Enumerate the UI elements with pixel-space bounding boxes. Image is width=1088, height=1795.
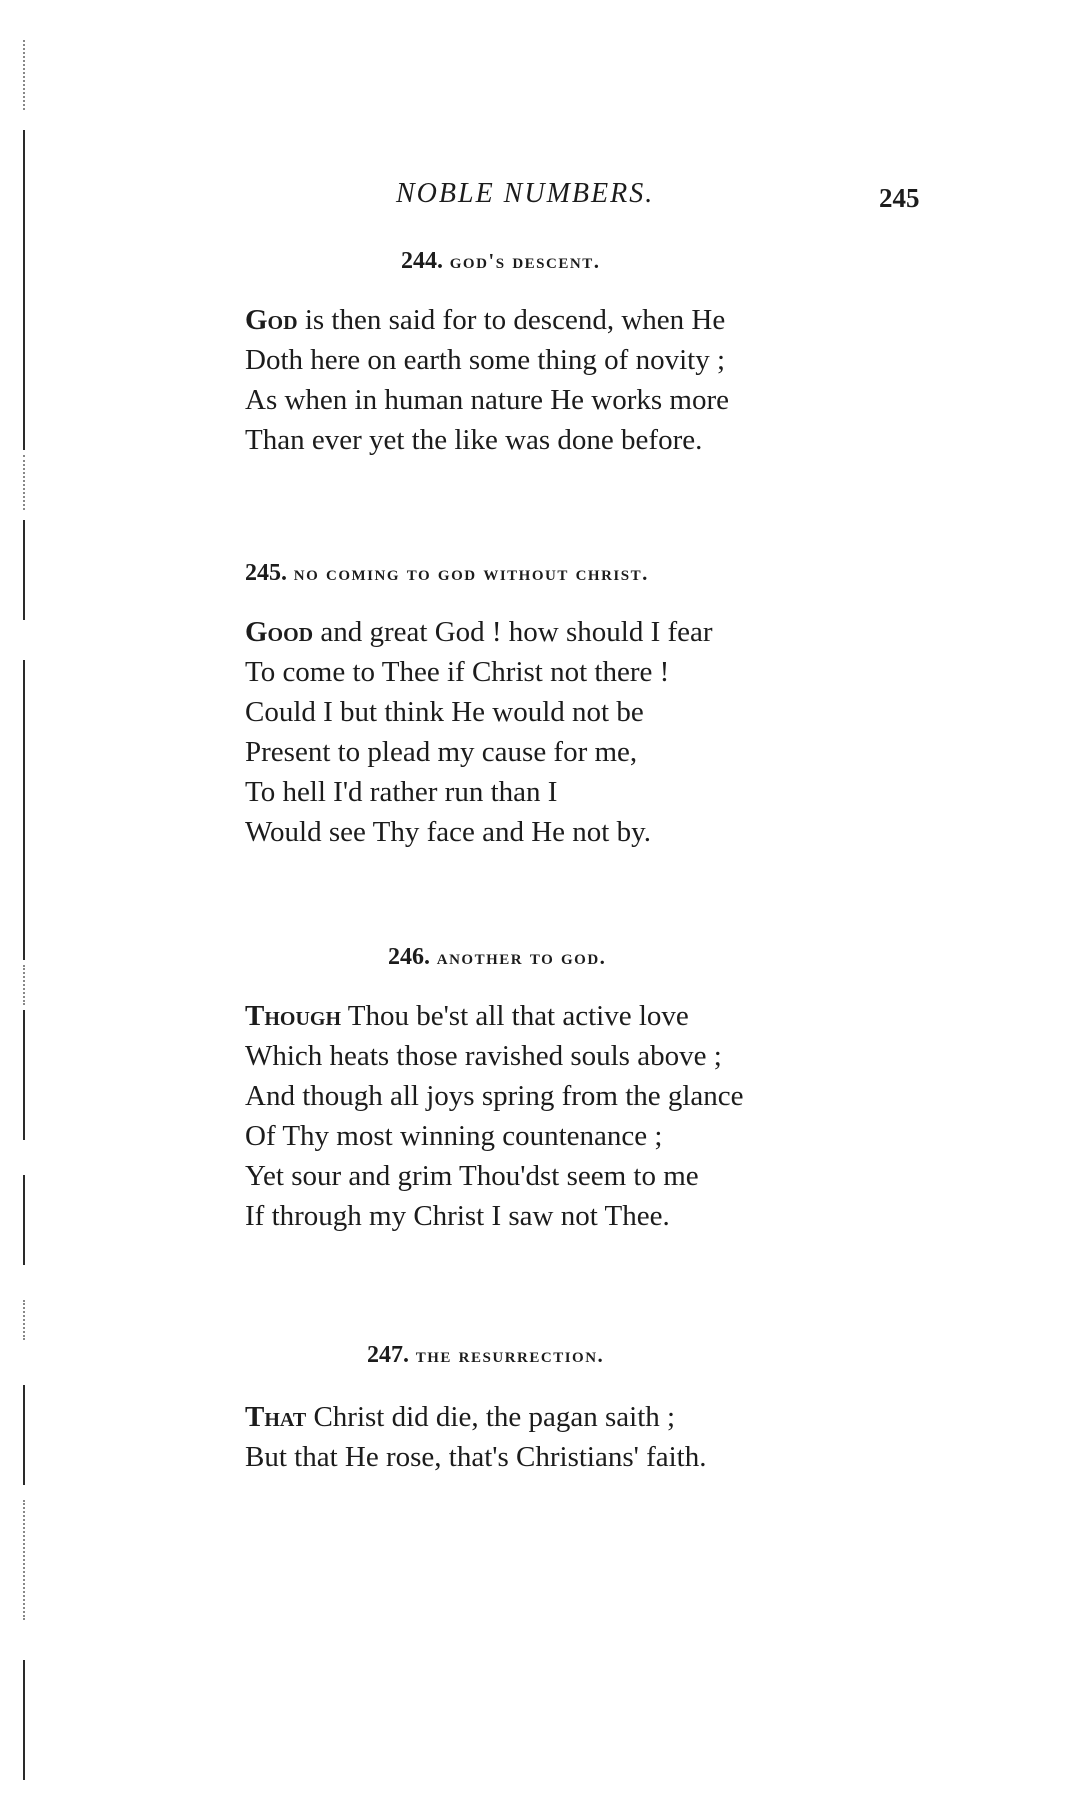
poem-line-rest: is then said for to descend, when He bbox=[297, 304, 726, 336]
poem-stanza bbox=[245, 300, 729, 460]
poem-line: And though all joys spring from the glance bbox=[245, 1080, 744, 1112]
poem-line: Doth here on earth some thing of novity ; bbox=[245, 344, 726, 376]
poem-line: As when in human nature He works more bbox=[245, 384, 730, 416]
poem-line-rest: and great God ! how should I fear bbox=[313, 616, 713, 648]
gutter-edge-mark bbox=[23, 1660, 25, 1780]
poem-line: Would see Thy face and He not by. bbox=[245, 816, 651, 848]
gutter-edge-mark bbox=[23, 1175, 25, 1265]
poem-line: If through my Christ I saw not Thee. bbox=[245, 1200, 670, 1232]
gutter-edge-mark bbox=[23, 455, 25, 510]
poem-line bbox=[245, 612, 713, 652]
poem-line: To come to Thee if Christ not there ! bbox=[245, 656, 670, 688]
poem-line: To hell I'd rather run than I bbox=[245, 776, 558, 808]
poem-line: Could I but think He would not be bbox=[245, 696, 644, 728]
poem-first-word: Though bbox=[245, 1000, 342, 1032]
poem-stanza bbox=[245, 996, 744, 1236]
poem-number: 244. bbox=[401, 248, 443, 274]
poem-first-word: Good bbox=[245, 616, 314, 648]
poem-line bbox=[245, 1397, 707, 1437]
poem-number: 247. bbox=[367, 1342, 409, 1368]
poem-stanza bbox=[245, 1397, 707, 1477]
poem-line: Than ever yet the like was done before. bbox=[245, 424, 703, 456]
poem-line-rest: Thou be'st all that active love bbox=[341, 1000, 689, 1032]
poem-line-rest: Christ did die, the pagan saith ; bbox=[306, 1401, 676, 1433]
gutter-edge-mark bbox=[23, 520, 25, 620]
gutter-edge-mark bbox=[23, 1010, 25, 1140]
poem-title bbox=[388, 944, 606, 971]
poem-line: Of Thy most winning countenance ; bbox=[245, 1120, 663, 1152]
gutter-edge-mark bbox=[23, 40, 25, 110]
poem-line: Which heats those ravished souls above ; bbox=[245, 1040, 722, 1072]
gutter-edge-mark bbox=[23, 660, 25, 960]
gutter-edge-mark bbox=[23, 1300, 25, 1340]
poem-number: 245. bbox=[245, 560, 287, 586]
poem-title-text: the resurrection. bbox=[415, 1343, 605, 1367]
poem-number: 246. bbox=[388, 944, 430, 970]
page-number: 245 bbox=[879, 183, 920, 213]
poem-title-text: god's descent. bbox=[449, 249, 601, 273]
poem-first-word: God bbox=[245, 304, 298, 336]
gutter-edge-mark bbox=[23, 1385, 25, 1485]
gutter-edge-mark bbox=[23, 130, 25, 450]
poem-first-word: That bbox=[245, 1401, 307, 1433]
poem-title bbox=[367, 1342, 604, 1369]
gutter-edge-mark bbox=[23, 1500, 25, 1620]
running-head: NOBLE NUMBERS. bbox=[396, 178, 655, 209]
gutter-edge-mark bbox=[23, 965, 25, 1005]
poem-title bbox=[245, 560, 649, 587]
poem-line: But that He rose, that's Christians' faith. bbox=[245, 1441, 707, 1473]
poem-title-text: no coming to god without christ. bbox=[293, 561, 649, 585]
poem-line: Yet sour and grim Thou'dst seem to me bbox=[245, 1160, 699, 1192]
poem-stanza bbox=[245, 612, 713, 852]
poem-title-text: another to god. bbox=[436, 945, 607, 969]
poem-line bbox=[245, 996, 744, 1036]
poem-line: Present to plead my cause for me, bbox=[245, 736, 638, 768]
poem-line bbox=[245, 300, 729, 340]
poem-title bbox=[401, 248, 600, 275]
